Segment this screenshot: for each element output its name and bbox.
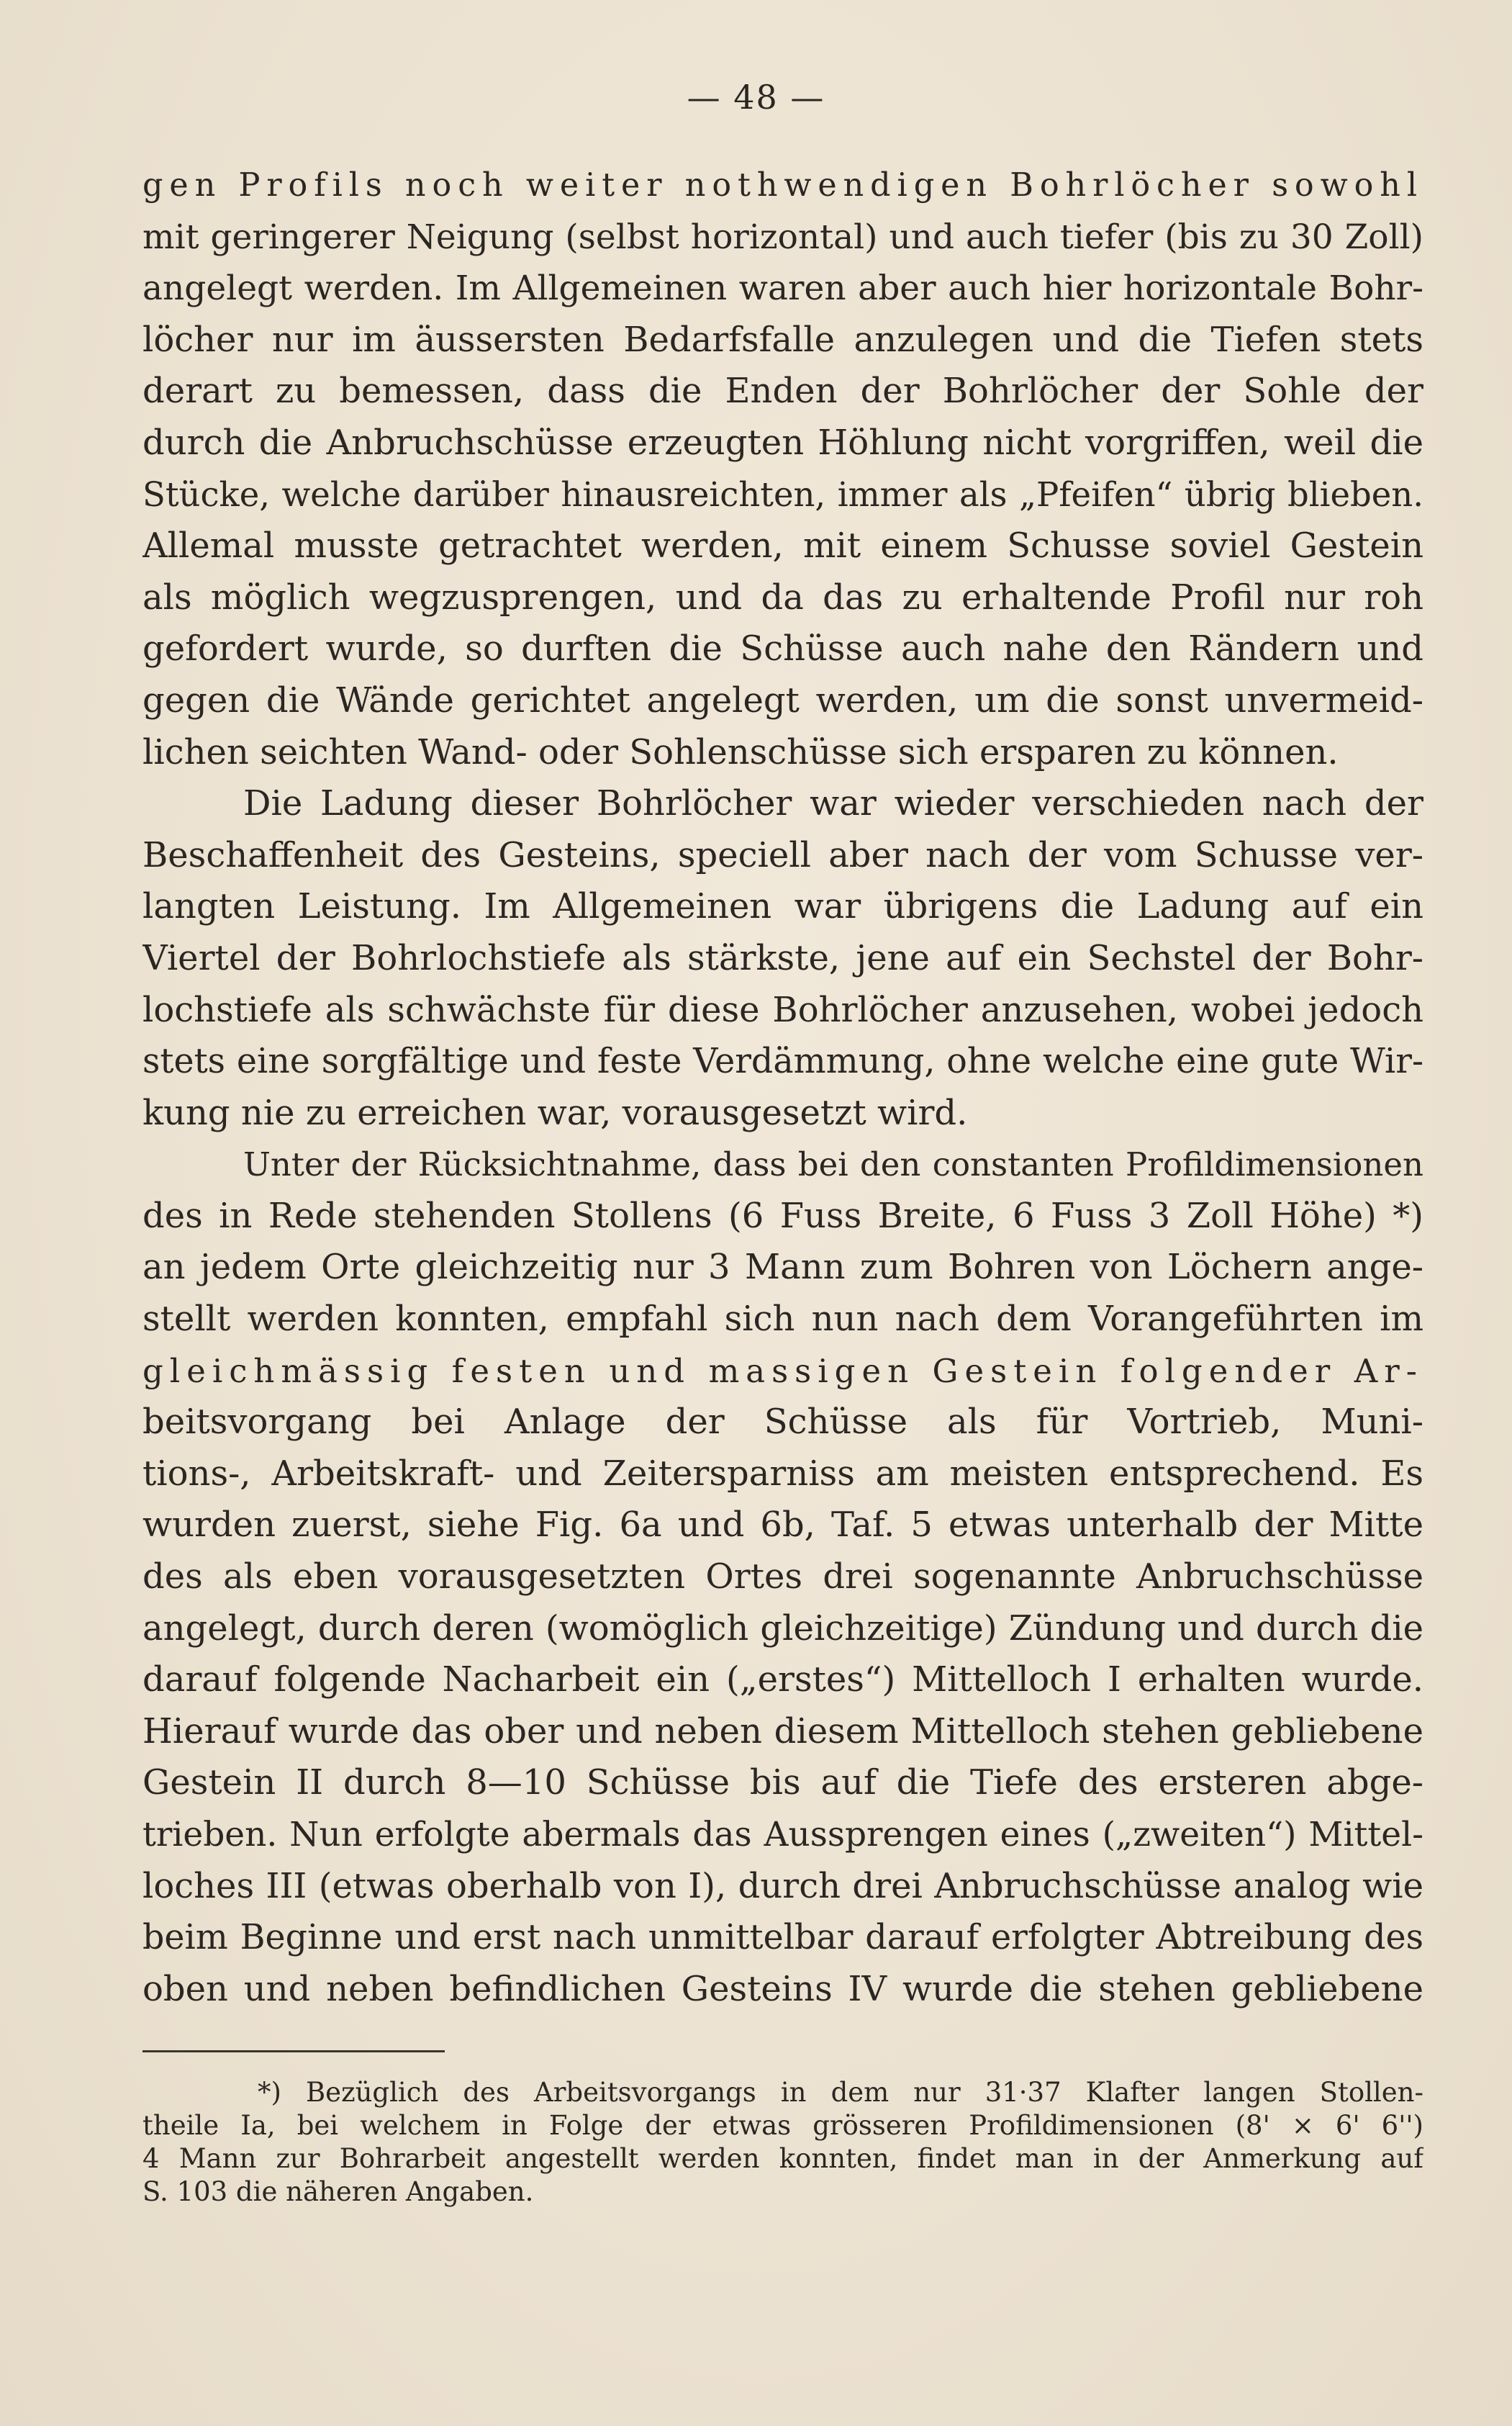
text-line: Stücke, welche darüber hinausreichten, immer als „Pfeifen“ übrig blieben. (142, 474, 1423, 514)
footnote-line: *) Bezüglich des Arbeitsvorgangs in dem nur 31·37 Klafter langen Stollen- (258, 2077, 1423, 2108)
footnote-divider (142, 2050, 445, 2052)
text-line: oben und neben befindlichen Gesteins IV wurde die stehen gebliebene (142, 1968, 1423, 2009)
text-line: stets eine sorgfältige und feste Verdämmung, ohne welche eine gute Wir- (142, 1042, 1423, 1082)
text-line: Hierauf wurde das ober und neben diesem Mittelloch stehen gebliebene (142, 1710, 1423, 1751)
text-line: darauf folgende Nacharbeit ein („erstes“) Mittelloch I erhalten wurde. (142, 1659, 1423, 1700)
text-line: des in Rede stehenden Stollens (6 Fuss Breite, 6 Fuss 3 Zoll Höhe) *) (142, 1195, 1423, 1236)
text-line: stellt werden konnten, empfahl sich nun nach dem Vorangeführten im (142, 1299, 1423, 1340)
footnote-line: 4 Mann zur Bohrarbeit angestellt werden konnten, findet man in der Anmerkung auf (142, 2143, 1423, 2174)
footnote (142, 2076, 1423, 2209)
footnote-line: S. 103 die näheren Angaben. (142, 2176, 534, 2207)
text-line: lichen seichten Wand- oder Sohlenschüsse sich ersparen zu können. (142, 731, 1339, 772)
text-line: angelegt, durch deren (womöglich gleichzeitige) Zündung und durch die (142, 1607, 1423, 1649)
text-line: beim Beginne und erst nach unmittelbar darauf erfolgter Abtreibung des (142, 1918, 1423, 1958)
text-line: Gestein II durch 8—10 Schüsse bis auf die Tiefe des ersteren abge- (142, 1762, 1423, 1803)
text-line: gen Profils noch weiter nothwendigen Bohrlöcher sowohl (142, 167, 1423, 204)
text-line: Beschaffenheit des Gesteins, speciell aber nach der vom Schusse ver- (142, 834, 1423, 875)
text-line: kung nie zu erreichen war, vorausgesetzt wird. (142, 1092, 968, 1133)
text-line: Unter der Rücksichtnahme, dass bei den constanten Profildimensionen (243, 1145, 1423, 1184)
text-line: langten Leistung. Im Allgemeinen war übrigens die Ladung auf ein (142, 886, 1423, 927)
text-line: tions-, Arbeitskraft- und Zeitersparniss am meisten entsprechend. Es (142, 1453, 1423, 1494)
text-line: wurden zuerst, siehe Fig. 6a und 6b, Taf. 5 etwas unterhalb der Mitte (142, 1505, 1423, 1546)
text-line: lochstiefe als schwächste für diese Bohrlöcher anzusehen, wobei jedoch (142, 989, 1423, 1030)
text-line: löcher nur im äussersten Bedarfsfalle anzulegen und die Tiefen stets (142, 319, 1423, 360)
text-line: mit geringerer Neigung (selbst horizontal) und auch tiefer (bis zu 30 Zoll) (142, 217, 1423, 257)
text-line: gleichmässig festen und massigen Gestein folgender Ar- (142, 1351, 1423, 1390)
body-text (142, 160, 1423, 2015)
page-number: — 48 — (687, 78, 825, 117)
text-line: des als eben vorausgesetzten Ortes drei sogenannte Anbruchschüsse (142, 1556, 1423, 1597)
text-line: Allemal musste getrachtet werden, mit einem Schusse soviel Gestein (142, 526, 1423, 567)
text-line: durch die Anbruchschüsse erzeugten Höhlung nicht vorgriffen, weil die (142, 422, 1423, 463)
text-line: Die Ladung dieser Bohrlöcher war wieder verschieden nach der (243, 783, 1423, 824)
text-line: gefordert wurde, so durften die Schüsse auch nahe den Rändern und (142, 628, 1423, 669)
text-line: gegen die Wände gerichtet angelegt werden, um die sonst unvermeid- (142, 680, 1423, 721)
text-line: Viertel der Bohrlochstiefe als stärkste, jene auf ein Sechstel der Bohr- (142, 937, 1423, 978)
text-line: derart zu bemessen, dass die Enden der Bohrlöcher der Sohle der (142, 371, 1423, 412)
text-line: beitsvorgang bei Anlage der Schüsse als für Vortrieb, Muni- (142, 1402, 1423, 1443)
text-line: trieben. Nun erfolgte abermals das Aussprengen eines („zweiten“) Mittel- (142, 1815, 1423, 1854)
text-line: an jedem Orte gleichzeitig nur 3 Mann zum Bohren von Löchern ange- (142, 1247, 1423, 1288)
text-line: als möglich wegzusprengen, und da das zu erhaltende Profil nur roh (142, 577, 1423, 618)
text-line: loches III (etwas oberhalb von I), durch drei Anbruchschüsse analog wie (142, 1865, 1423, 1906)
text-line: angelegt werden. Im Allgemeinen waren aber auch hier horizontale Bohr- (142, 269, 1423, 309)
footnote-line: theile Ia, bei welchem in Folge der etwas grösseren Profildimensionen (8' × 6' 6'') (142, 2110, 1423, 2141)
